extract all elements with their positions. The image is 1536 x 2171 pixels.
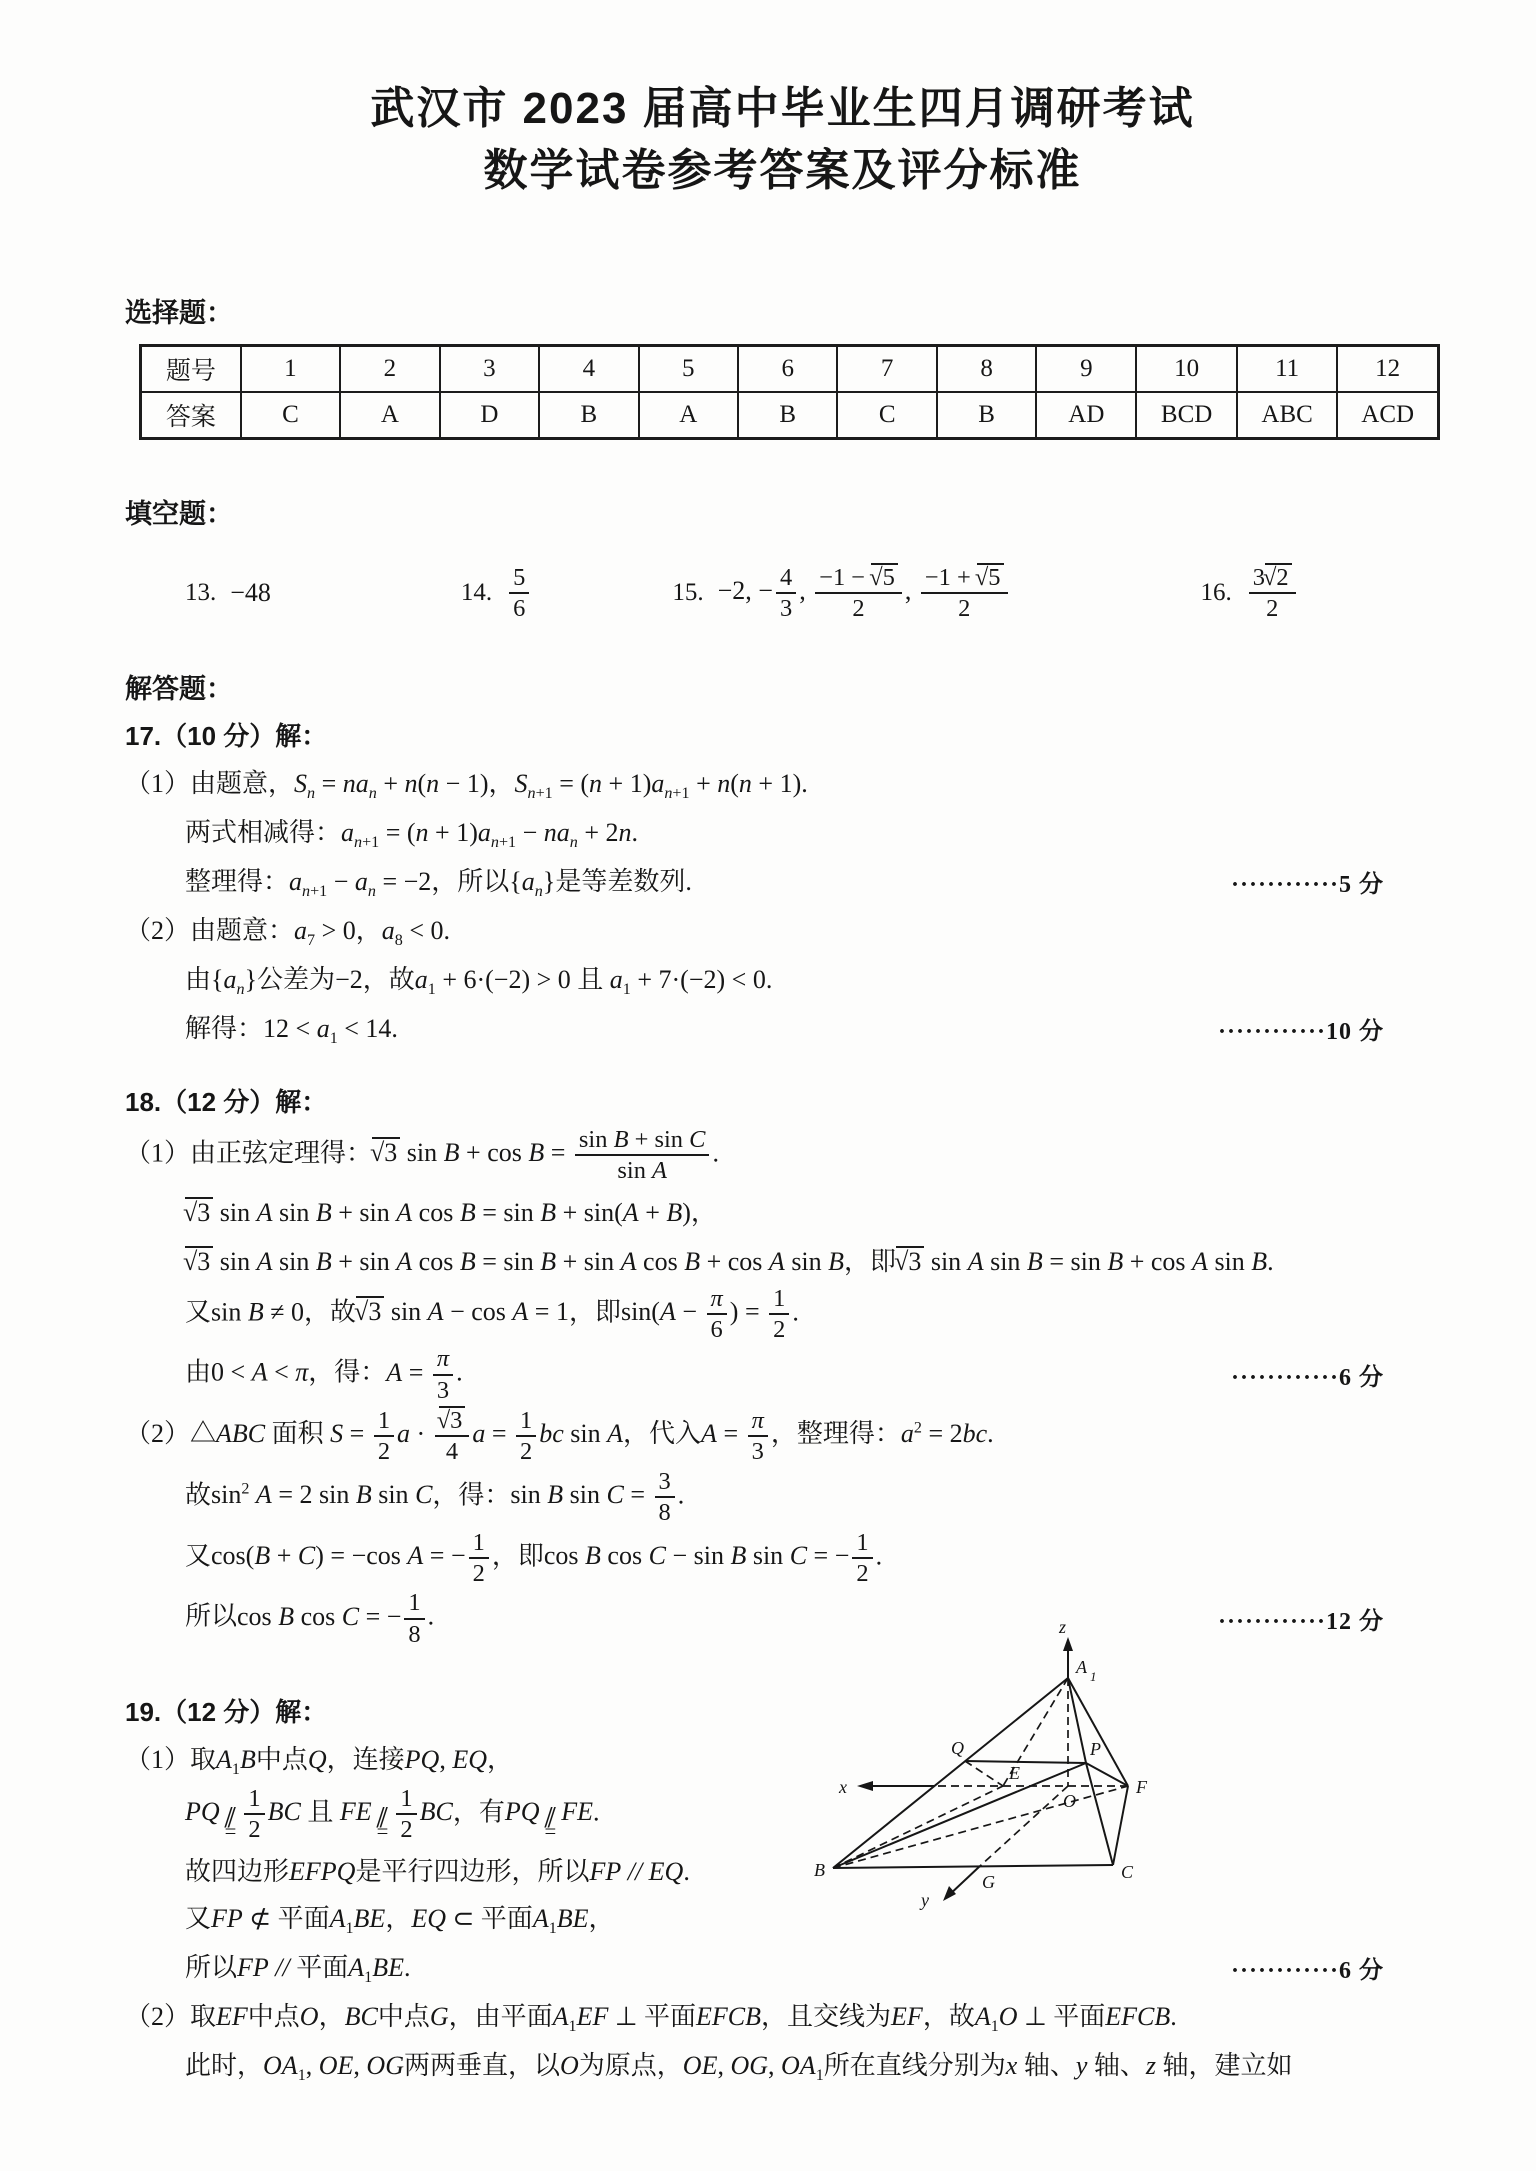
figure-label-g: G bbox=[982, 1871, 995, 1892]
question-number-cell: 3 bbox=[440, 345, 539, 392]
answer-cell: C bbox=[837, 392, 936, 439]
q18-line-7: 故$\sin^2 A = 2$ sin B sin C，得：sin B sin C = $\frac{3}{8}$ . bbox=[185, 1467, 685, 1527]
question-number-cell: 5 bbox=[639, 345, 738, 392]
q18-line-8: 又cos(B + C) = −cos A = − $\frac{1}{2}$ ，即cos B cos C − sin B sin C = − $\frac{1}{2}$ . bbox=[185, 1528, 883, 1587]
q18-line-2: √ 3 sin A sin B + sin A cos B = sin B + sin(A + B)， bbox=[125, 1187, 1440, 1234]
question-18-block bbox=[125, 1078, 1440, 1648]
blank-number-14: 14. bbox=[460, 578, 493, 606]
figure-label-p: P bbox=[1090, 1738, 1101, 1759]
blank-answers-row bbox=[125, 545, 1440, 641]
blank-number-16: 16. bbox=[1200, 578, 1232, 606]
question-18-header: 18.（12 分）解： bbox=[125, 1087, 328, 1118]
solid-figure-svg bbox=[813, 1593, 1195, 1941]
axis-arrowheads bbox=[857, 1637, 1073, 1901]
blank-number-15: 15. bbox=[672, 578, 704, 606]
solution-section-heading: 解答题： bbox=[125, 673, 233, 704]
answer-cell: D bbox=[440, 392, 539, 439]
row-label-question-number: 题号 bbox=[141, 345, 241, 392]
q19-line-7: 此时，$OA_1$, OE, OG两两垂直，以O为原点，OE, OG, $OA_1$所在直线分别为x 轴、y 轴、z 轴，建立如 bbox=[185, 2051, 1293, 2085]
q18-line-5: 由0 < A < π，得：A = $\frac{\pi}{3}$ . ············6 分 bbox=[125, 1345, 1440, 1404]
question-number-cell: 2 bbox=[340, 345, 439, 392]
answer-cell: B bbox=[539, 392, 638, 439]
q18-line-6: （2）△ABC 面积 S = $\frac{1}{2}$ a · √ $\frac{3}{4}$ a = $\frac{1}{2}$ bc sin A，代入A = $\frac{\pi}{3}$ ，整理得：$a^2 = 2bc$. bbox=[125, 1406, 1440, 1466]
answer-cell: C bbox=[241, 392, 340, 439]
score-mark-12: ············12 分 bbox=[1217, 1609, 1384, 1636]
q19-line-6: （2）取EF中点O，BC中点G，由平面$A_1EF$ ⊥ 平面EFCB，且交线为EF，故$A_1O$ ⊥ 平面EFCB. bbox=[125, 2002, 1177, 2036]
answer-cell: A bbox=[340, 392, 439, 439]
figure-label-z: z bbox=[1059, 1616, 1067, 1637]
score-mark-6b: ············6 分 bbox=[1230, 1957, 1384, 1984]
q17-line-4: （2）由题意：$a_7 > 0$，$a_8 < 0$. bbox=[125, 916, 450, 950]
blank-answer-14 bbox=[461, 564, 532, 623]
choice-section-heading: 选择题： bbox=[125, 297, 233, 328]
answer-cell: B bbox=[738, 392, 837, 439]
answer-cell: B bbox=[937, 392, 1036, 439]
figure-label-q: Q bbox=[951, 1737, 964, 1758]
blank-value-13: −48 bbox=[230, 577, 271, 607]
figure-label-x: x bbox=[839, 1776, 847, 1797]
exam-title bbox=[125, 78, 1440, 203]
answer-cell: AD bbox=[1036, 392, 1136, 439]
blank-number-13: 13. bbox=[185, 578, 217, 606]
figure-label-e: E bbox=[1009, 1762, 1020, 1783]
q17-line-5: 由$\{a_n\}$公差为−2，故$a_1 + 6\cdot(-2) > 0$ 且 $a_1 + 7\cdot(-2) < 0$. bbox=[185, 965, 773, 999]
blank-answer-13 bbox=[185, 578, 271, 608]
figure-label-a1: A bbox=[1076, 1656, 1087, 1677]
figure-label-f: F bbox=[1136, 1776, 1147, 1797]
row-label-answer: 答案 bbox=[141, 392, 241, 439]
geometry-figure bbox=[813, 1593, 1195, 1941]
question-number-cell: 7 bbox=[837, 345, 936, 392]
question-17-block bbox=[125, 712, 1440, 1052]
q17-line-6: 解得：$12 < a_1 < 14$. ············10 分 bbox=[125, 1005, 1440, 1052]
answer-row bbox=[141, 392, 1439, 439]
exam-title-line-2: 数学试卷参考答案及评分标准 bbox=[483, 146, 1082, 196]
question-17-header: 17.（10 分）解： bbox=[125, 721, 328, 752]
q19-line-5: 所以FP // 平面$A_1BE$. ············6 分 bbox=[125, 1944, 1440, 1991]
figure-label-y: y bbox=[921, 1889, 929, 1910]
q19-line-2: PQ∥ = $\frac{1}{2}$ BC 且 FE∥ = $\frac{1}{2}$ BC，有PQ ∥ = FE. bbox=[125, 1785, 1440, 1844]
q18-line-4: 又sin B ≠ 0，故 √ 3 sin A − cos A = 1，即sin(A − $\frac{\pi}{6}$ ) = $\frac{1}{2}$ . bbox=[125, 1285, 1440, 1344]
q18-line-1: （1）由正弦定理得： √ 3 sin B + cos B = $\frac{\text{sin B + sin C}}{\text{sin A}}$ . bbox=[125, 1126, 1440, 1185]
q17-line-1: （1）由题意，$S_n = na_n + n(n - 1)$，$S_{n+1} = (n + 1)a_{n+1} + n(n + 1)$. bbox=[125, 769, 808, 803]
question-number-cell: 12 bbox=[1337, 345, 1438, 392]
question-number-cell: 8 bbox=[937, 345, 1036, 392]
blank-section-heading: 填空题： bbox=[125, 498, 233, 529]
q17-line-2: 两式相减得：$a_{n+1} = (n + 1)a_{n+1} - na_n + 2n$. bbox=[185, 818, 638, 852]
q18-line-9: 所以cos B cos C = − $\frac{1}{8}$ . ············12 分 bbox=[125, 1589, 1440, 1648]
answer-cell: A bbox=[639, 392, 738, 439]
question-number-cell: 11 bbox=[1237, 345, 1338, 392]
q17-line-3: 整理得：$a_{n+1} - a_n = -2$，所以$\{a_n\}$是等差数列. ············5 分 bbox=[125, 858, 1440, 905]
exam-title-line-1: 武汉市 2023 届高中毕业生四月调研考试 bbox=[370, 84, 1195, 133]
score-mark-6: ············6 分 bbox=[1230, 1365, 1384, 1392]
score-mark-10: ············10 分 bbox=[1217, 1018, 1384, 1045]
question-number-row bbox=[141, 345, 1439, 392]
answer-cell: ABC bbox=[1237, 392, 1338, 439]
blank-value-15: −2, − $\frac{4}{3}$ , $\frac{-1 - √ 5}{2}$ , $\frac{-1 + √ 5}{2}$ bbox=[718, 563, 1011, 623]
q19-line-3: 故四边形EFPQ是平行四边形，所以FP // EQ. bbox=[185, 1856, 690, 1886]
figure-label-a1-sub: 1 bbox=[1090, 1668, 1097, 1684]
blank-answer-16 bbox=[1201, 563, 1299, 623]
q18-line-3: √ 3 sin A sin B + sin A cos B = sin B + sin A cos B + cos A sin B，即 √ 3 sin A sin B = sin B + cos A sin B. bbox=[125, 1236, 1440, 1283]
answer-cell: ACD bbox=[1337, 392, 1438, 439]
blank-answer-15 bbox=[672, 563, 1010, 623]
score-mark-5: ············5 分 bbox=[1230, 871, 1384, 898]
question-19-header: 19.（12 分）解： bbox=[125, 1697, 328, 1728]
question-number-cell: 10 bbox=[1136, 345, 1237, 392]
figure-label-o: O bbox=[1063, 1790, 1076, 1811]
question-number-cell: 1 bbox=[241, 345, 340, 392]
answer-cell: BCD bbox=[1136, 392, 1237, 439]
question-number-cell: 4 bbox=[539, 345, 638, 392]
blank-value-16: $\frac{3 √ 2}{2}$ bbox=[1246, 563, 1299, 623]
figure-label-c: C bbox=[1121, 1861, 1134, 1882]
figure-label-b: B bbox=[814, 1859, 825, 1880]
question-number-cell: 6 bbox=[738, 345, 837, 392]
blank-value-14: $\frac{5}{6}$ bbox=[506, 564, 532, 623]
q19-line-1: （1）取$A_1B$中点Q，连接PQ, EQ， bbox=[125, 1745, 514, 1779]
choice-answer-table bbox=[139, 344, 1440, 440]
q19-line-4: 又FP ⊄ 平面$A_1BE$，EQ ⊂ 平面$A_1BE$， bbox=[185, 1904, 615, 1938]
question-number-cell: 9 bbox=[1036, 345, 1136, 392]
